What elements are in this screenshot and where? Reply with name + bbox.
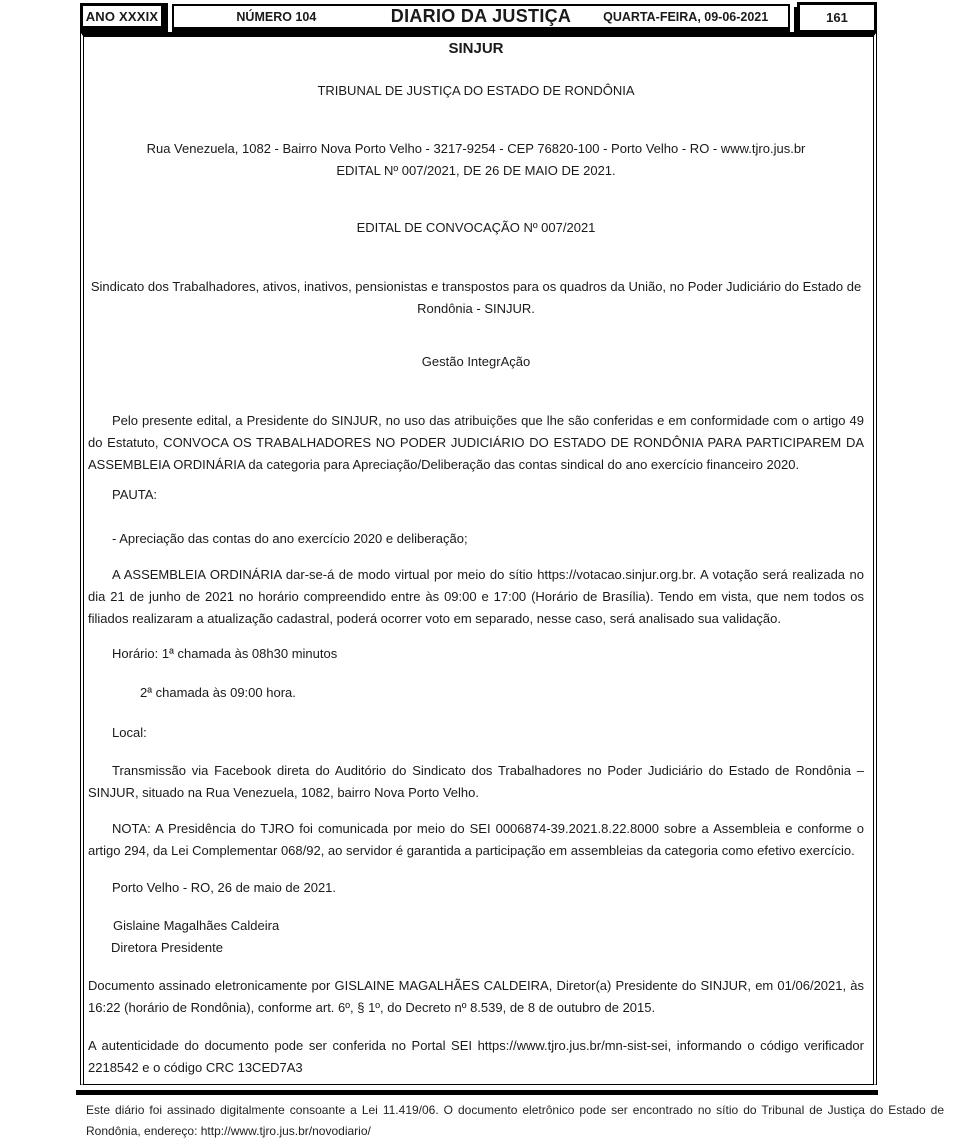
edital-title: EDITAL Nº 007/2021, DE 26 DE MAIO DE 2021. xyxy=(336,163,616,178)
gestao-line: Gestão IntegrAção xyxy=(421,354,531,369)
assembleia-paragraph: A ASSEMBLEIA ORDINÁRIA dar-se-á de modo virtual por meio do sítio https://votacao.sinjur.org.br. A votação será realizada no dia 21 de junho de 2021 no horário compreendido entre às 09:00 e 17:00 (Horário de Brasília). Tendo em vista, que nem todos os filiados realizaram a atualização cadastral, poderá ocorrer voto em separado, nesse caso, será analisado sua validação. xyxy=(88,567,864,626)
digital-signature-footnote: Este diário foi assinado digitalmente consoante a Lei 11.419/06. O documento eletrônico pode ser encontrado no sítio do Tribunal de Justiça do Estado de Rondônia, endereço: http://www.tjro.jus.br/novodiario/ xyxy=(86,1103,944,1138)
tribunal-line: TRIBUNAL DE JUSTIÇA DO ESTADO DE RONDÔNIA xyxy=(317,83,635,98)
transmissao-paragraph: Transmissão via Facebook direta do Auditório do Sindicato dos Trabalhadores no Poder Judiciário do Estado de Rondônia –SINJUR, situado na Rua Venezuela, 1082, bairro Nova Porto Velho. xyxy=(88,763,864,800)
signature-paragraph: Documento assinado eletronicamente por GISLAINE MAGALHÃES CALDEIRA, Diretor(a) Presidente do SINJUR, em 01/06/2021, às 16:22 (horário de Rondônia), conforme art. 6º, § 1º, do Decreto nº 8.539, de 8 de outubro de 2015. xyxy=(88,978,864,1015)
masthead-numero-label: NÚMERO 104 xyxy=(236,9,317,24)
horario-line: Horário: 1ª chamada às 08h30 minutos xyxy=(112,646,338,661)
edital-paragraph: Pelo presente edital, a Presidente do SINJUR, no uso das atribuições que lhe são conferidas e em conformidade com o artigo 49 do Estatuto, CONVOCA OS TRABALHADORES NO PODER JUDICIÁRIO DO ESTADO DE RONDÔNIA PARA PARTICIPAREM DA ASSEMBLEIA ORDINÁRIA da categoria para Apreciação/Deliberação das contas sindical do ano exercício financeiro 2020. xyxy=(88,413,864,472)
segunda-chamada-line: 2ª chamada às 09:00 hora. xyxy=(140,685,296,700)
masthead-page-number-box xyxy=(797,2,877,33)
signer-role: Diretora Presidente xyxy=(111,940,223,955)
local-label: Local: xyxy=(112,725,147,740)
city-date-line: Porto Velho - RO, 26 de maio de 2021. xyxy=(112,880,337,895)
pauta-label: PAUTA: xyxy=(112,487,158,502)
signer-name: Gislaine Magalhães Caldeira xyxy=(113,918,280,933)
convocacao-title: EDITAL DE CONVOCAÇÃO Nº 007/2021 xyxy=(356,220,596,235)
masthead-page-number: 161 xyxy=(826,10,848,25)
org-heading: SINJUR xyxy=(448,40,504,57)
masthead-center-box xyxy=(172,4,790,33)
masthead-title: DIARIO DA JUSTIÇA xyxy=(390,6,572,26)
masthead-ano-box xyxy=(80,3,168,33)
sindicato-paragraph: Sindicato dos Trabalhadores, ativos, inativos, pensionistas e transpostos para os quadros da União, no Poder Judiciário do Estado de Rondônia - SINJUR. xyxy=(90,279,862,316)
frame-bottom-rule xyxy=(76,1090,878,1095)
authenticity-paragraph: A autenticidade do documento pode ser conferida no Portal SEI https://www.tjro.jus.br/mn-sist-sei, informando o código verificador 2218542 e o código CRC 13CED7A3 xyxy=(88,1038,864,1075)
masthead-ano-label: ANO XXXIX xyxy=(85,8,159,24)
nota-paragraph: NOTA: A Presidência do TJRO foi comunicada por meio do SEI 0006874-39.2021.8.22.8000 sobre a Assembleia e conforme o artigo 294, da Lei Complementar 068/92, ao servidor é garantida a participação em assembleias da categoria como efetivo exercício. xyxy=(88,821,864,858)
address-line: Rua Venezuela, 1082 - Bairro Nova Porto Velho - 3217-9254 - CEP 76820-100 - Porto Velho - RO - www.tjro.jus.br xyxy=(146,141,806,156)
masthead-date-label: QUARTA-FEIRA, 09-06-2021 xyxy=(603,9,769,24)
pauta-item: - Apreciação das contas do ano exercício 2020 e deliberação; xyxy=(112,531,468,546)
